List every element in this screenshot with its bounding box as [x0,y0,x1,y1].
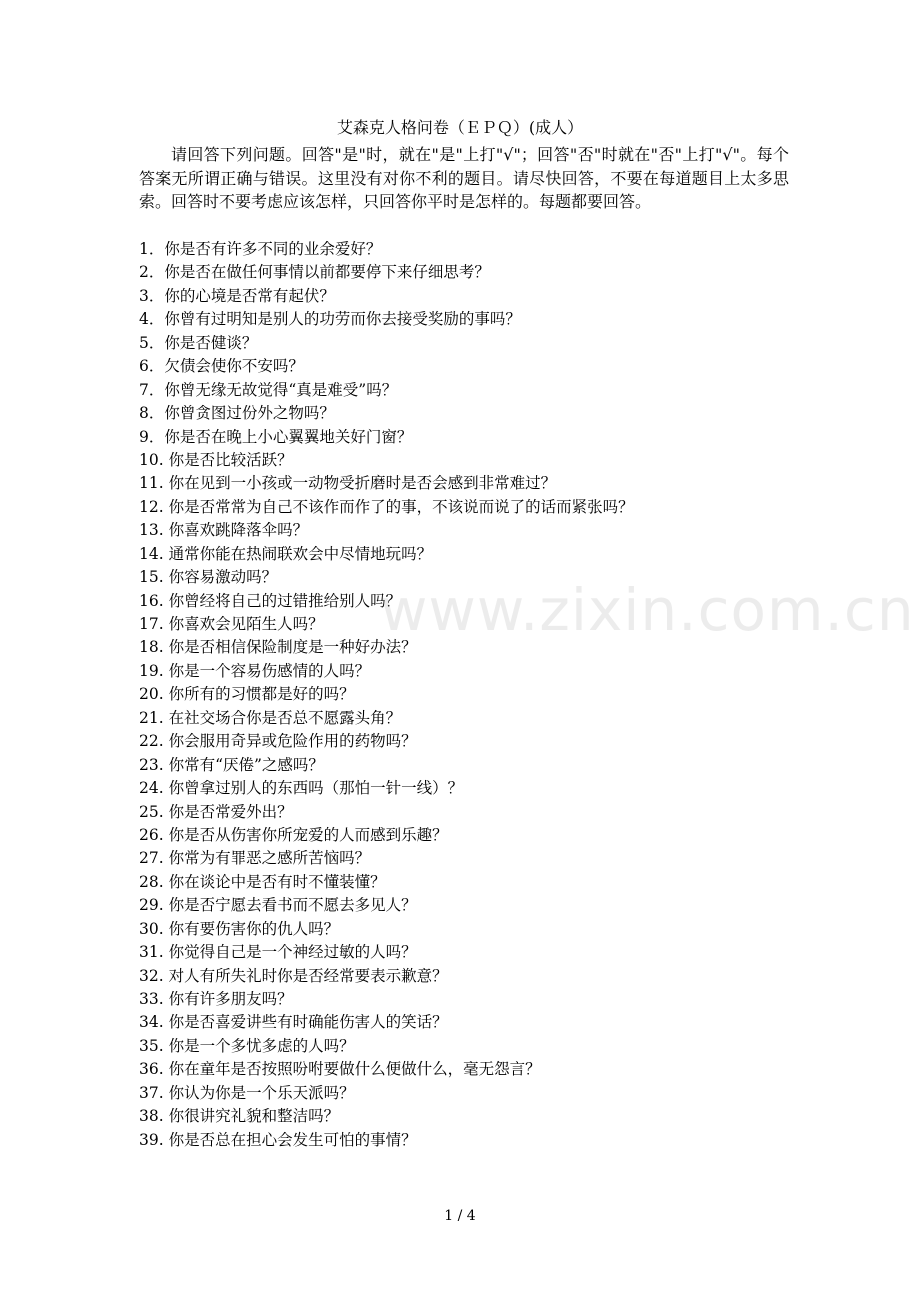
question-item: 37. 你认为你是一个乐天派吗？ [139,1083,355,1102]
question-item: 28. 你在谈论中是否有时不懂装懂？ [139,872,386,891]
question-item: 30. 你有要伤害你的仇人吗？ [139,919,340,938]
watermark-text: www.zixin.com.cn [380,576,915,644]
question-item: 4．你曾有过明知是别人的功劳而你去接受奖励的事吗？ [139,310,521,329]
question-list [139,238,789,1152]
question-item: 33. 你有许多朋友吗？ [139,990,293,1008]
question-item: 14. 通常你能在热闹联欢会中尽情地玩吗？ [139,544,433,563]
question-item: 22. 你会服用奇异或危险作用的药物吗？ [139,732,417,751]
question-item: 34. 你是否喜爱讲些有时确能伤害人的笑话？ [139,1013,448,1032]
question-item: 24. 你曾拿过别人的东西吗（那怕一针一线）？ [139,779,464,798]
question-item: 20. 你所有的习惯都是好的吗？ [139,685,355,704]
question-item: 26. 你是否从伤害你所宠爱的人而感到乐趣？ [139,825,448,844]
question-item: 13. 你喜欢跳降落伞吗？ [139,521,309,540]
question-item: 8．你曾贪图过份外之物吗？ [139,404,335,423]
question-item: 11. 你在见到一小孩或一动物受折磨时是否会感到非常难过？ [139,474,557,493]
question-item: 27. 你常为有罪恶之感所苦恼吗？ [139,849,371,868]
question-item: 21. 在社交场合你是否总不愿露头角？ [139,708,402,727]
question-item: 12. 你是否常常为自己不该作而作了的事，不该说而说了的话而紧张吗？ [139,497,634,516]
question-item: 29. 你是否宁愿去看书而不愿去多见人？ [139,896,417,915]
page-number: 1 / 4 [444,1208,476,1224]
question-item: 16. 你曾经将自己的过错推给别人吗？ [139,591,402,610]
instructions-paragraph: 请回答下列问题。回答"是"时，就在"是"上打"√"；回答"否"时就在"否"上打"√"。每个答案无所谓正确与错误。这里没有对你不利的题目。请尽快回答，不要在每道题目上太多思索。回答时不要考虑应该怎样，只回答你平时是怎样的。每题都要回答。 [139,145,789,212]
question-item: 2．你是否在做任何事情以前都要停下来仔细思考？ [139,263,490,282]
question-item: 5．你是否健谈？ [139,333,258,352]
question-item: 10. 你是否比较活跃？ [139,450,293,469]
question-item: 31. 你觉得自己是一个神经过敏的人吗？ [139,943,417,962]
question-item: 15. 你容易激动吗？ [139,568,278,587]
question-item: 3．你的心境是否常有起伏？ [139,286,335,305]
question-item: 25. 你是否常爱外出？ [139,802,293,821]
question-item: 19. 你是一个容易伤感情的人吗？ [139,661,371,680]
question-item: 17. 你喜欢会见陌生人吗？ [139,615,324,633]
question-item: 7．你曾无缘无故觉得“真是难受”吗？ [139,380,398,399]
question-item: 38. 你很讲究礼貌和整洁吗？ [139,1107,340,1126]
question-item: 6．欠债会使你不安吗？ [139,357,304,376]
question-item: 9．你是否在晚上小心翼翼地关好门窗？ [139,427,413,446]
document-title: 艾森克人格问卷（ＥＰＱ）(成人） [336,118,584,137]
question-item: 32. 对人有所失礼时你是否经常要表示歉意？ [139,966,448,985]
question-item: 1．你是否有许多不同的业余爱好？ [139,240,382,258]
question-item: 23. 你常有“厌倦”之感吗？ [139,755,324,774]
question-item: 35. 你是一个多忧多虑的人吗？ [139,1036,355,1055]
question-item: 39. 你是否总在担心会发生可怕的事情？ [139,1130,417,1149]
question-item: 36. 你在童年是否按照吩咐要做什么便做什么，毫无怨言？ [139,1060,541,1079]
question-item: 18. 你是否相信保险制度是一种好办法？ [139,638,417,657]
